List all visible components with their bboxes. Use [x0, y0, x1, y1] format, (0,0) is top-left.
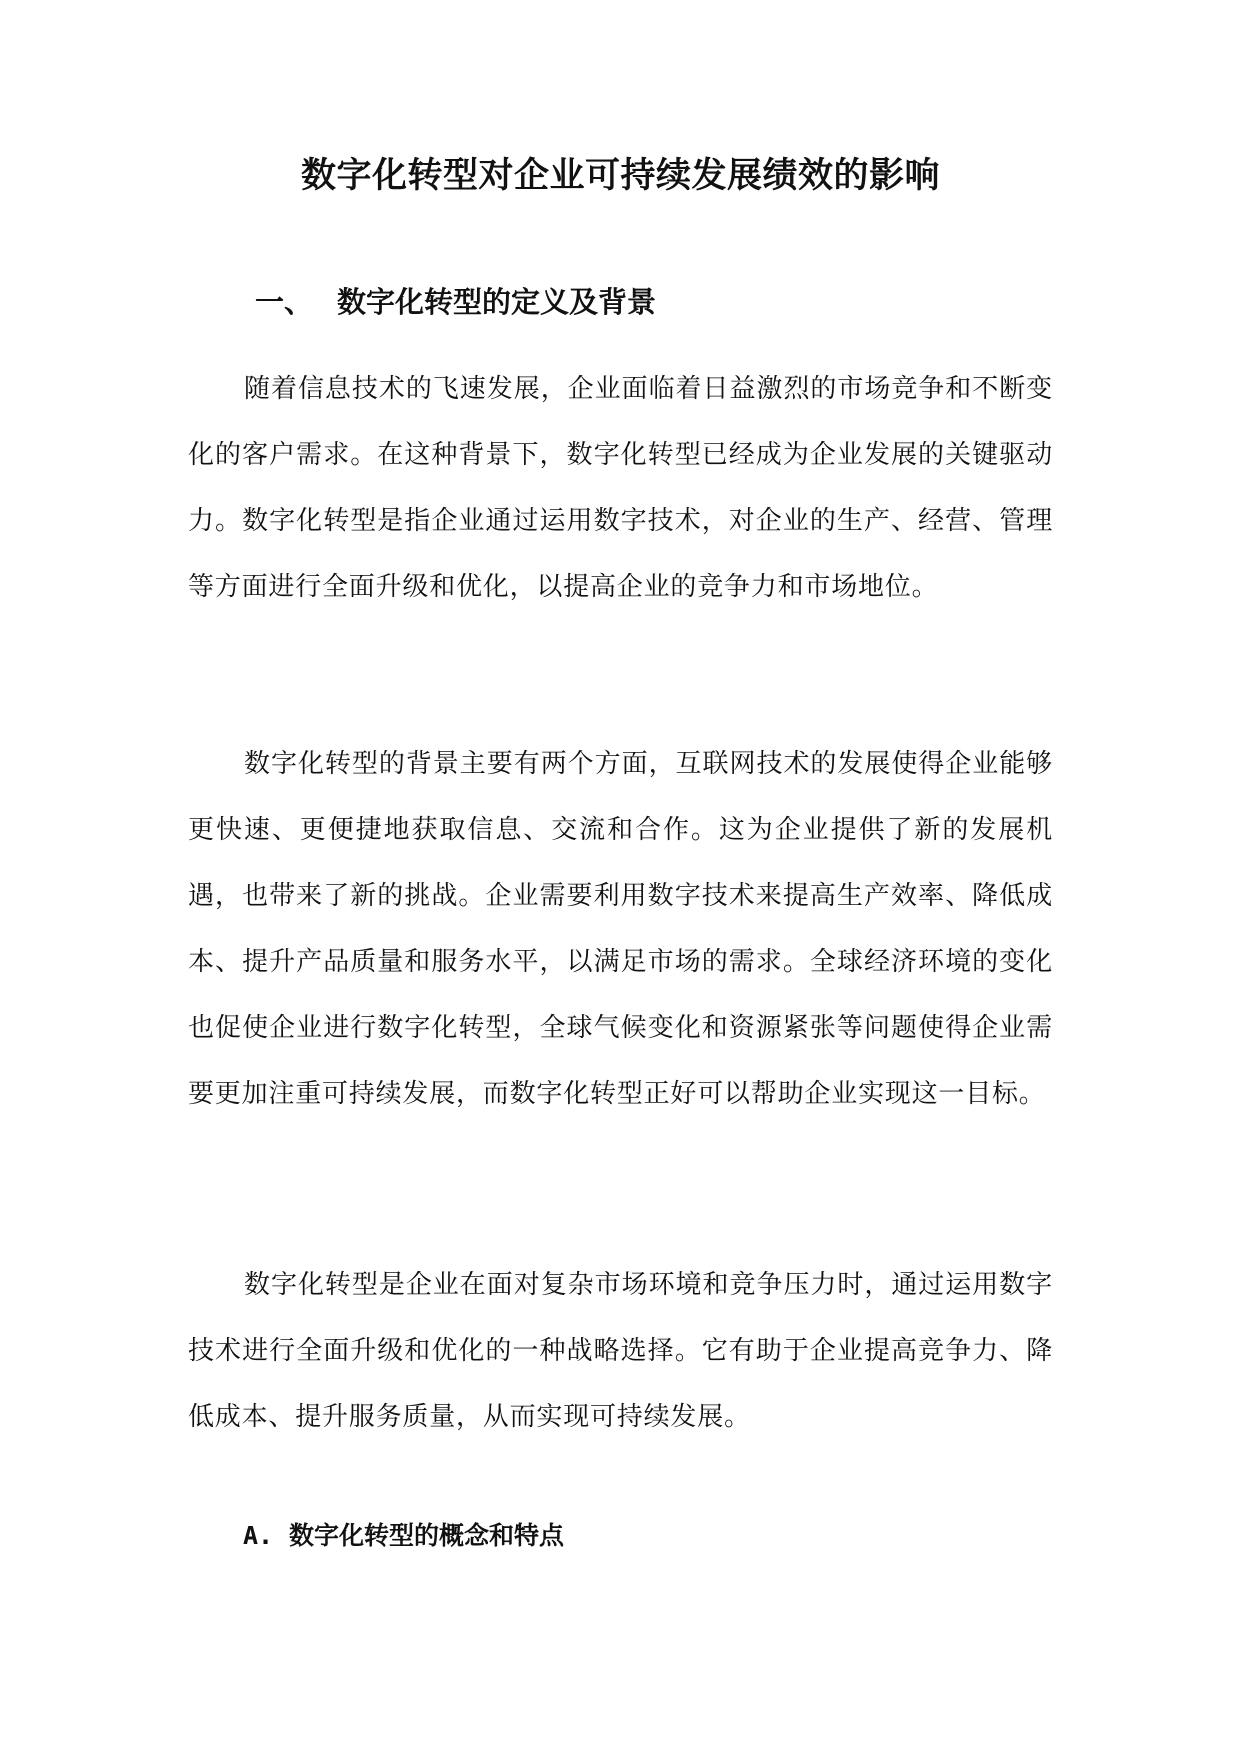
section-number: 一、: [255, 285, 314, 319]
subsection-title: 数字化转型的概念和特点: [289, 1521, 565, 1550]
paragraph-background: 数字化转型的背景主要有两个方面，互联网技术的发展使得企业能够更快速、更便捷地获取信息、交流和合作。这为企业提供了新的发展机遇，也带来了新的挑战。企业需要利用数字技术来提高生产效率、降低成本、提升产品质量和服务水平，以满足市场的需求。全球经济环境的变化也促使企业进行数字化转型，全球气候变化和资源紧张等问题使得企业需要更加注重可持续发展，而数字化转型正好可以帮助企业实现这一目标。: [188, 749, 1053, 1109]
paragraph-summary: 数字化转型是企业在面对复杂市场环境和竞争压力时，通过运用数字技术进行全面升级和优化的一种战略选择。它有助于企业提高竞争力、降低成本、提升服务质量，从而实现可持续发展。: [188, 1270, 1053, 1432]
section-title: 数字化转型的定义及背景: [337, 285, 657, 319]
paragraph-definition: 随着信息技术的飞速发展，企业面临着日益激烈的市场竞争和不断变化的客户需求。在这种背景下，数字化转型已经成为企业发展的关键驱动力。数字化转型是指企业通过运用数字技术，对企业的生产、经营、管理等方面进行全面升级和优化，以提高企业的竞争力和市场地位。: [188, 374, 1053, 602]
section-heading: [255, 280, 656, 324]
subsection-letter: A.: [243, 1521, 274, 1550]
subsection-heading: [243, 1516, 564, 1556]
document-title: 数字化转型对企业可持续发展绩效的影响: [300, 156, 940, 196]
